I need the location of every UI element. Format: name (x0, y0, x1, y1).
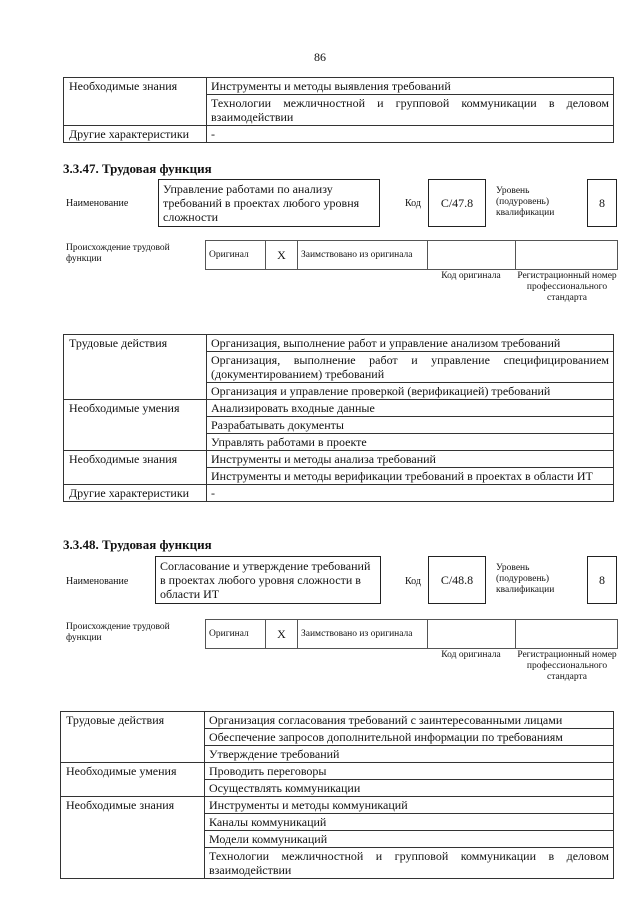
row-item: Организация и управление проверкой (верификацией) требований (207, 383, 614, 400)
row-item: - (207, 126, 614, 143)
row-item: Проводить переговоры (205, 763, 614, 780)
row-label: Необходимые умения (64, 400, 207, 451)
code-value-box: С/47.8 (428, 179, 486, 227)
table-row (64, 400, 614, 417)
level-label: Уровень (подуровень) квалификации (496, 563, 555, 595)
level-label: Уровень (подуровень) квалификации (496, 186, 555, 218)
row-item: Организация, выполнение работ и управление специфицированием (документированием) требований (207, 352, 614, 383)
table-row (64, 451, 614, 468)
table-row (61, 763, 614, 780)
row-label: Необходимые умения (61, 763, 205, 797)
row-item: Инструменты и методы коммуникаций (205, 797, 614, 814)
section-title: 3.3.48. Трудовая функция (63, 537, 212, 552)
origin-label: Происхождение трудовой функции (66, 622, 170, 643)
section-title: 3.3.47. Трудовая функция (63, 161, 212, 176)
level-value-box: 8 (587, 556, 617, 604)
row-label: Необходимые знания (64, 78, 207, 126)
row-item: Разрабатывать документы (207, 417, 614, 434)
row-item: Организация согласования требований с заинтересованными лицами (205, 712, 614, 729)
reg-number-cell (516, 241, 618, 270)
row-item: Каналы коммуникаций (205, 814, 614, 831)
code-original-label: Код оригинала (441, 650, 501, 660)
original-mark: X (266, 620, 298, 649)
code-original-cell (428, 241, 516, 270)
reg-number-cell (516, 620, 618, 649)
code-label: Код (405, 576, 421, 587)
row-item: Инструменты и методы выявления требований (207, 78, 614, 95)
row-label: Необходимые знания (64, 451, 207, 485)
row-item: Осуществлять коммуникации (205, 780, 614, 797)
row-item: Инструменты и методы верификации требований в проектах в области ИТ (207, 468, 614, 485)
table-row (61, 797, 614, 814)
top-table (63, 77, 614, 143)
code-original-label: Код оригинала (441, 271, 501, 281)
code-label: Код (405, 198, 421, 209)
table-row (64, 485, 614, 502)
row-item: Управлять работами в проекте (207, 434, 614, 451)
level-value-box: 8 (587, 179, 617, 227)
table-row (61, 712, 614, 729)
original-label: Оригинал (206, 241, 266, 270)
row-label: Другие характеристики (64, 126, 207, 143)
origin-table (205, 240, 618, 270)
function-name-box: Управление работами по анализу требований в проектах любого уровня сложности (158, 179, 380, 227)
function-name-box: Согласование и утверждение требований в проектах любого уровня сложности в области ИТ (155, 556, 381, 604)
page-number: 86 (314, 50, 326, 64)
row-label: Трудовые действия (61, 712, 205, 763)
table-row (64, 78, 614, 95)
row-item: Технологии межличностной и групповой коммуникации в деловом взаимодействии (207, 95, 614, 126)
reg-number-label: Регистрационный номер профессионального стандарта (517, 650, 617, 682)
name-label: Наименование (66, 198, 129, 209)
table-row (64, 126, 614, 143)
row-item: Организация, выполнение работ и управление анализом требований (207, 335, 614, 352)
origin-table (205, 619, 618, 649)
origin-label: Происхождение трудовой функции (66, 243, 170, 264)
row-label: Трудовые действия (64, 335, 207, 400)
row-item: Модели коммуникаций (205, 831, 614, 848)
row-item: Технологии межличностной и групповой коммуникации в деловом взаимодействии (205, 848, 614, 879)
row-item: - (207, 485, 614, 502)
row-label: Необходимые знания (61, 797, 205, 879)
borrowed-label: Заимствовано из оригинала (298, 241, 428, 270)
table-row (64, 335, 614, 352)
reg-number-label: Регистрационный номер профессионального стандарта (517, 271, 617, 303)
code-value-box: С/48.8 (428, 556, 486, 604)
row-item: Инструменты и методы анализа требований (207, 451, 614, 468)
original-mark: X (266, 241, 298, 270)
row-label: Другие характеристики (64, 485, 207, 502)
code-original-cell (428, 620, 516, 649)
row-item: Утверждение требований (205, 746, 614, 763)
requirements-table (60, 711, 614, 879)
row-item: Анализировать входные данные (207, 400, 614, 417)
row-item: Обеспечение запросов дополнительной информации по требованиям (205, 729, 614, 746)
name-label: Наименование (66, 576, 129, 587)
original-label: Оригинал (206, 620, 266, 649)
requirements-table (63, 334, 614, 502)
borrowed-label: Заимствовано из оригинала (298, 620, 428, 649)
